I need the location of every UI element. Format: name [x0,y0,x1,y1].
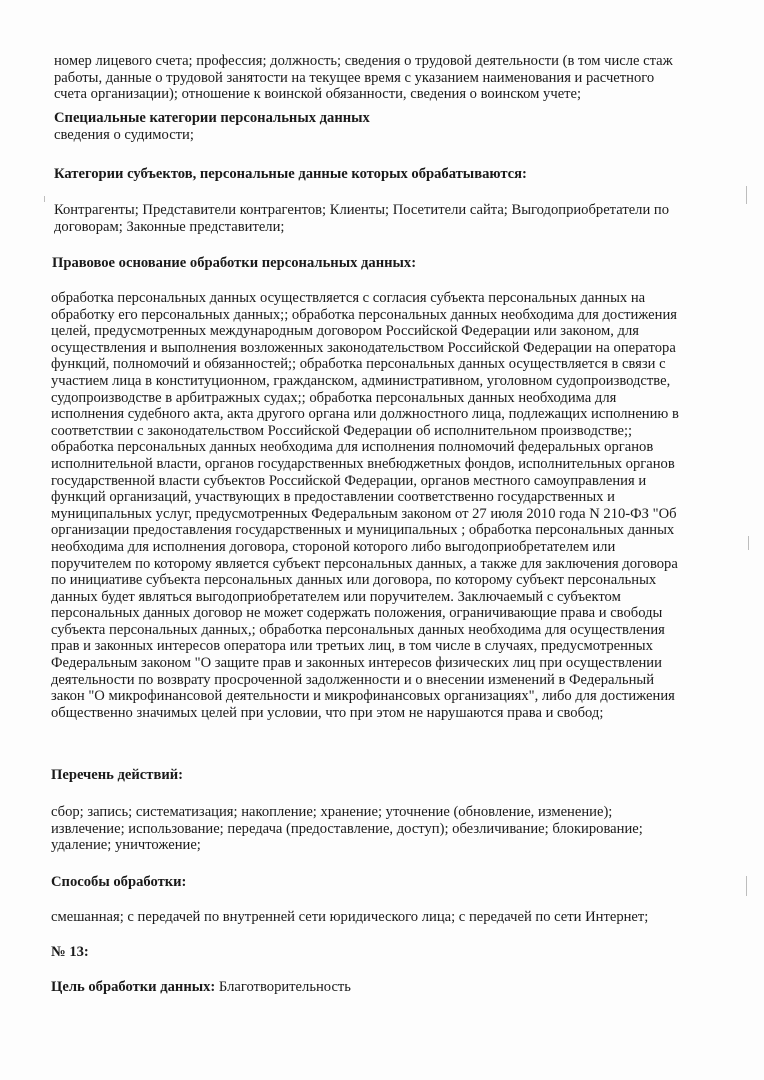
text-line: целей, предусмотренных международным договором Российской Федерации или законом, для [51,323,639,340]
text-line: исполнения судебного акта, акта другого органа или должностного лица, подлежащих исполнению в [51,406,679,423]
subjects-text [54,202,734,235]
personal-data-list-continuation [54,53,734,103]
text-line: осуществления и выполнения возложенных законодательством Российской Федерации на оператора [51,339,676,356]
text-line: поручителем по которому является субъект персональных данных, а также для заключения договора [51,555,678,572]
text-line: необходима для исполнения договора, стороной которого либо выгодоприобретателем или [51,538,616,555]
text-line: соответствии с законодательством Российской Федерации об исполнительном производстве;; [51,422,633,439]
scan-artifact [746,186,747,204]
actions-heading: Перечень действий: [51,767,184,783]
text-line: общественно значимых целей при условии, что при этом не нарушаются права и свобод; [51,704,604,721]
text-line: Контрагенты; Представители контрагентов; Клиенты; Посетители сайта; Выгодоприобретатели по [54,202,670,218]
text-line: данных будет являться выгодоприобретателем или поручителем. Заключаемый с субъектом [51,588,621,605]
purpose-label: Цель обработки данных: [51,979,216,995]
text-line: персональных данных договор не может содержать положения, ограничивающие права и свободы [51,605,663,622]
text-line: работы, данные о трудовой занятости на текущее время с указанием наименования и расчетного [54,69,655,86]
text-line: удаление; уничтожение; [51,837,201,854]
text-line: номер лицевого счета; профессия; должность; сведения о трудовой деятельности (в том числе стаж [54,53,673,69]
text-line: договорам; Законные представители; [54,218,285,235]
text-line: Федеральным законом "О защите прав и законных интересов физических лиц при осуществлении [51,655,662,672]
text-line: государственной власти субъектов Российской Федерации, органов местного самоуправления и [51,472,647,489]
scan-artifact [44,196,45,202]
special-categories-heading: Специальные категории персональных данных [54,110,370,126]
text-line: извлечение; использование; передача (предоставление, доступ); обезличивание; блокирование; [51,820,643,837]
text-line: муниципальных услуг, предусмотренных Федеральным законом от 27 июля 2010 года N 210-ФЗ "Об [51,505,677,522]
text-line: обработка персональных данных необходима для исполнения полномочий федеральных органов [51,439,654,456]
text-line: обработку его персональных данных;; обработка персональных данных необходима для достижения [51,306,677,323]
subjects-heading: Категории субъектов, персональные данные которых обрабатываются: [54,166,527,182]
text-line: закон "О микрофинансовой деятельности и микрофинансовых организациях", либо для достижения [51,688,675,705]
text-line: сбор; запись; систематизация; накопление; хранение; уточнение (обновление, изменение); [51,804,613,820]
actions-text [51,804,731,854]
text-line: обработка персональных данных осуществляется с согласия субъекта персональных данных на [51,290,646,306]
section-number-heading: № 13: [51,944,89,960]
text-line: участием лица в конституционном, гражданском, административном, уголовном судопроизводстве, [51,372,671,389]
text-line: функций, полномочий и обязанностей;; обработка персональных данных осуществляется в связи с [51,356,666,373]
legal-basis-text [51,290,731,721]
scan-artifact [746,876,747,896]
legal-basis-heading: Правовое основание обработки персональных данных: [52,255,417,271]
text-line: по инициативе субъекта персональных данных или договора, по которому субъект персональных [51,572,657,589]
special-categories-text: сведения о судимости; [54,127,194,143]
purpose-value: Благотворительность [215,979,351,995]
purpose-line [51,979,731,996]
text-line: судопроизводстве в арбитражных судах;; обработка персональных данных необходима для [51,389,617,406]
scan-artifact [748,536,749,550]
text-line: организации предоставления государственных и муниципальных ; обработка персональных данных [51,522,675,539]
text-line: счета организации); отношение к воинской обязанности, сведения о воинском учете; [54,86,582,103]
text-line: прав и законных интересов оператора или третьих лиц, в том числе в случаях, предусмотренных [51,638,653,655]
text-line: исполнительной власти, органов государственных внебюджетных фондов, исполнительных органов [51,455,675,472]
methods-heading: Способы обработки: [51,874,187,890]
text-line: функций организаций, участвующих в предоставлении соответственно государственных и [51,489,615,506]
methods-text: смешанная; с передачей по внутренней сети юридического лица; с передачей по сети Интернет; [51,909,649,925]
text-line: субъекта персональных данных,; обработка персональных данных необходима для осуществления [51,621,665,638]
text-line: деятельности по возврату просроченной задолженности и о внесении изменений в Федеральный [51,671,655,688]
